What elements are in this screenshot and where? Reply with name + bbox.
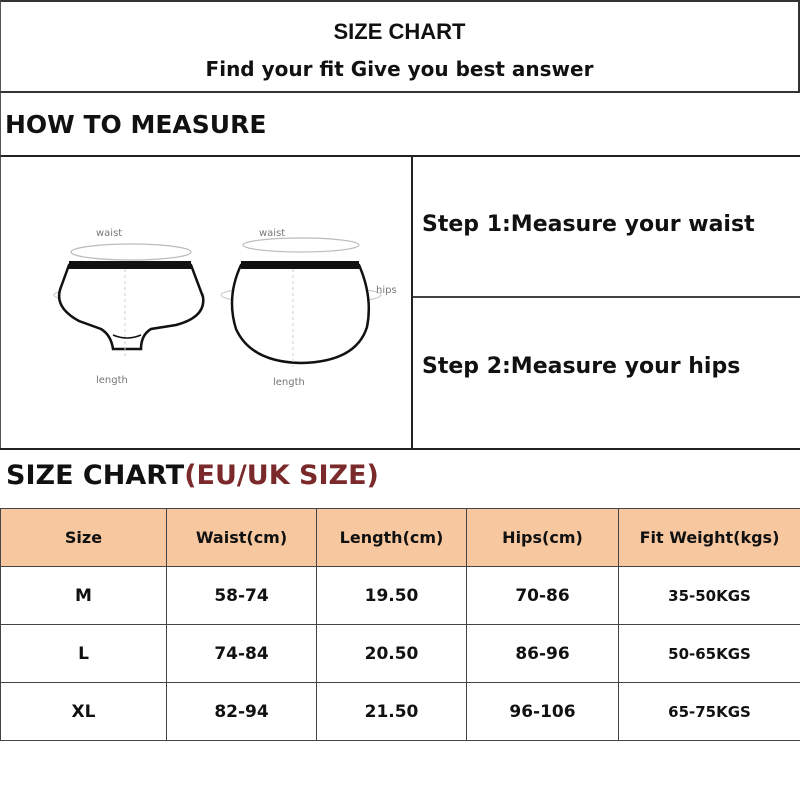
cell-fit-weight: 35-50KGS <box>619 567 800 625</box>
cell-hips: 96-106 <box>467 683 619 741</box>
cell-waist: 82-94 <box>167 683 317 741</box>
diagram-label-length-right: length <box>273 377 305 388</box>
col-header-hips: Hips(cm) <box>467 509 619 567</box>
col-header-size: Size <box>1 509 167 567</box>
header-box <box>0 0 800 93</box>
header-subtitle: Find your fit Give you best answer <box>205 57 594 81</box>
size-table <box>0 508 800 741</box>
cell-hips: 70-86 <box>467 567 619 625</box>
header-title: SIZE CHART <box>333 19 466 44</box>
diagram-label-waist-left: waist <box>96 228 123 239</box>
cell-fit-weight: 65-75KGS <box>619 683 800 741</box>
cell-hips: 86-96 <box>467 625 619 683</box>
cell-waist: 58-74 <box>167 567 317 625</box>
measure-section <box>0 157 800 449</box>
step-2-text: Step 2:Measure your hips <box>422 354 741 379</box>
cell-size: XL <box>1 683 167 741</box>
cell-size: M <box>1 567 167 625</box>
size-chart-title <box>6 460 379 491</box>
cell-fit-weight: 50-65KGS <box>619 625 800 683</box>
cell-length: 20.50 <box>317 625 467 683</box>
table-row <box>1 683 800 741</box>
col-header-length: Length(cm) <box>317 509 467 567</box>
cell-waist: 74-84 <box>167 625 317 683</box>
measure-divider-vertical <box>411 157 413 449</box>
cell-length: 19.50 <box>317 567 467 625</box>
step-1-text: Step 1:Measure your waist <box>422 212 755 237</box>
how-to-measure-heading: HOW TO MEASURE <box>5 110 267 139</box>
table-row <box>1 625 800 683</box>
brief-diagram-left <box>54 228 204 386</box>
steps-divider <box>413 296 800 298</box>
how-to-measure-bar <box>0 93 800 157</box>
table-row <box>1 567 800 625</box>
brief-diagram-right <box>221 228 397 388</box>
cell-size: L <box>1 625 167 683</box>
diagram-label-waist-right: waist <box>259 228 286 239</box>
cell-length: 21.50 <box>317 683 467 741</box>
diagram-label-length-left: length <box>96 375 128 386</box>
size-table-header-row <box>1 509 800 567</box>
diagram-label-hips-right: hips <box>376 285 397 296</box>
measure-divider-bottom <box>0 448 800 450</box>
size-chart-title-main: SIZE CHART <box>6 460 185 491</box>
measurement-diagram <box>1 157 412 449</box>
col-header-waist: Waist(cm) <box>167 509 317 567</box>
size-chart-title-accent: (EU/UK SIZE) <box>184 460 379 491</box>
col-header-fit-weight: Fit Weight(kgs) <box>619 509 800 567</box>
